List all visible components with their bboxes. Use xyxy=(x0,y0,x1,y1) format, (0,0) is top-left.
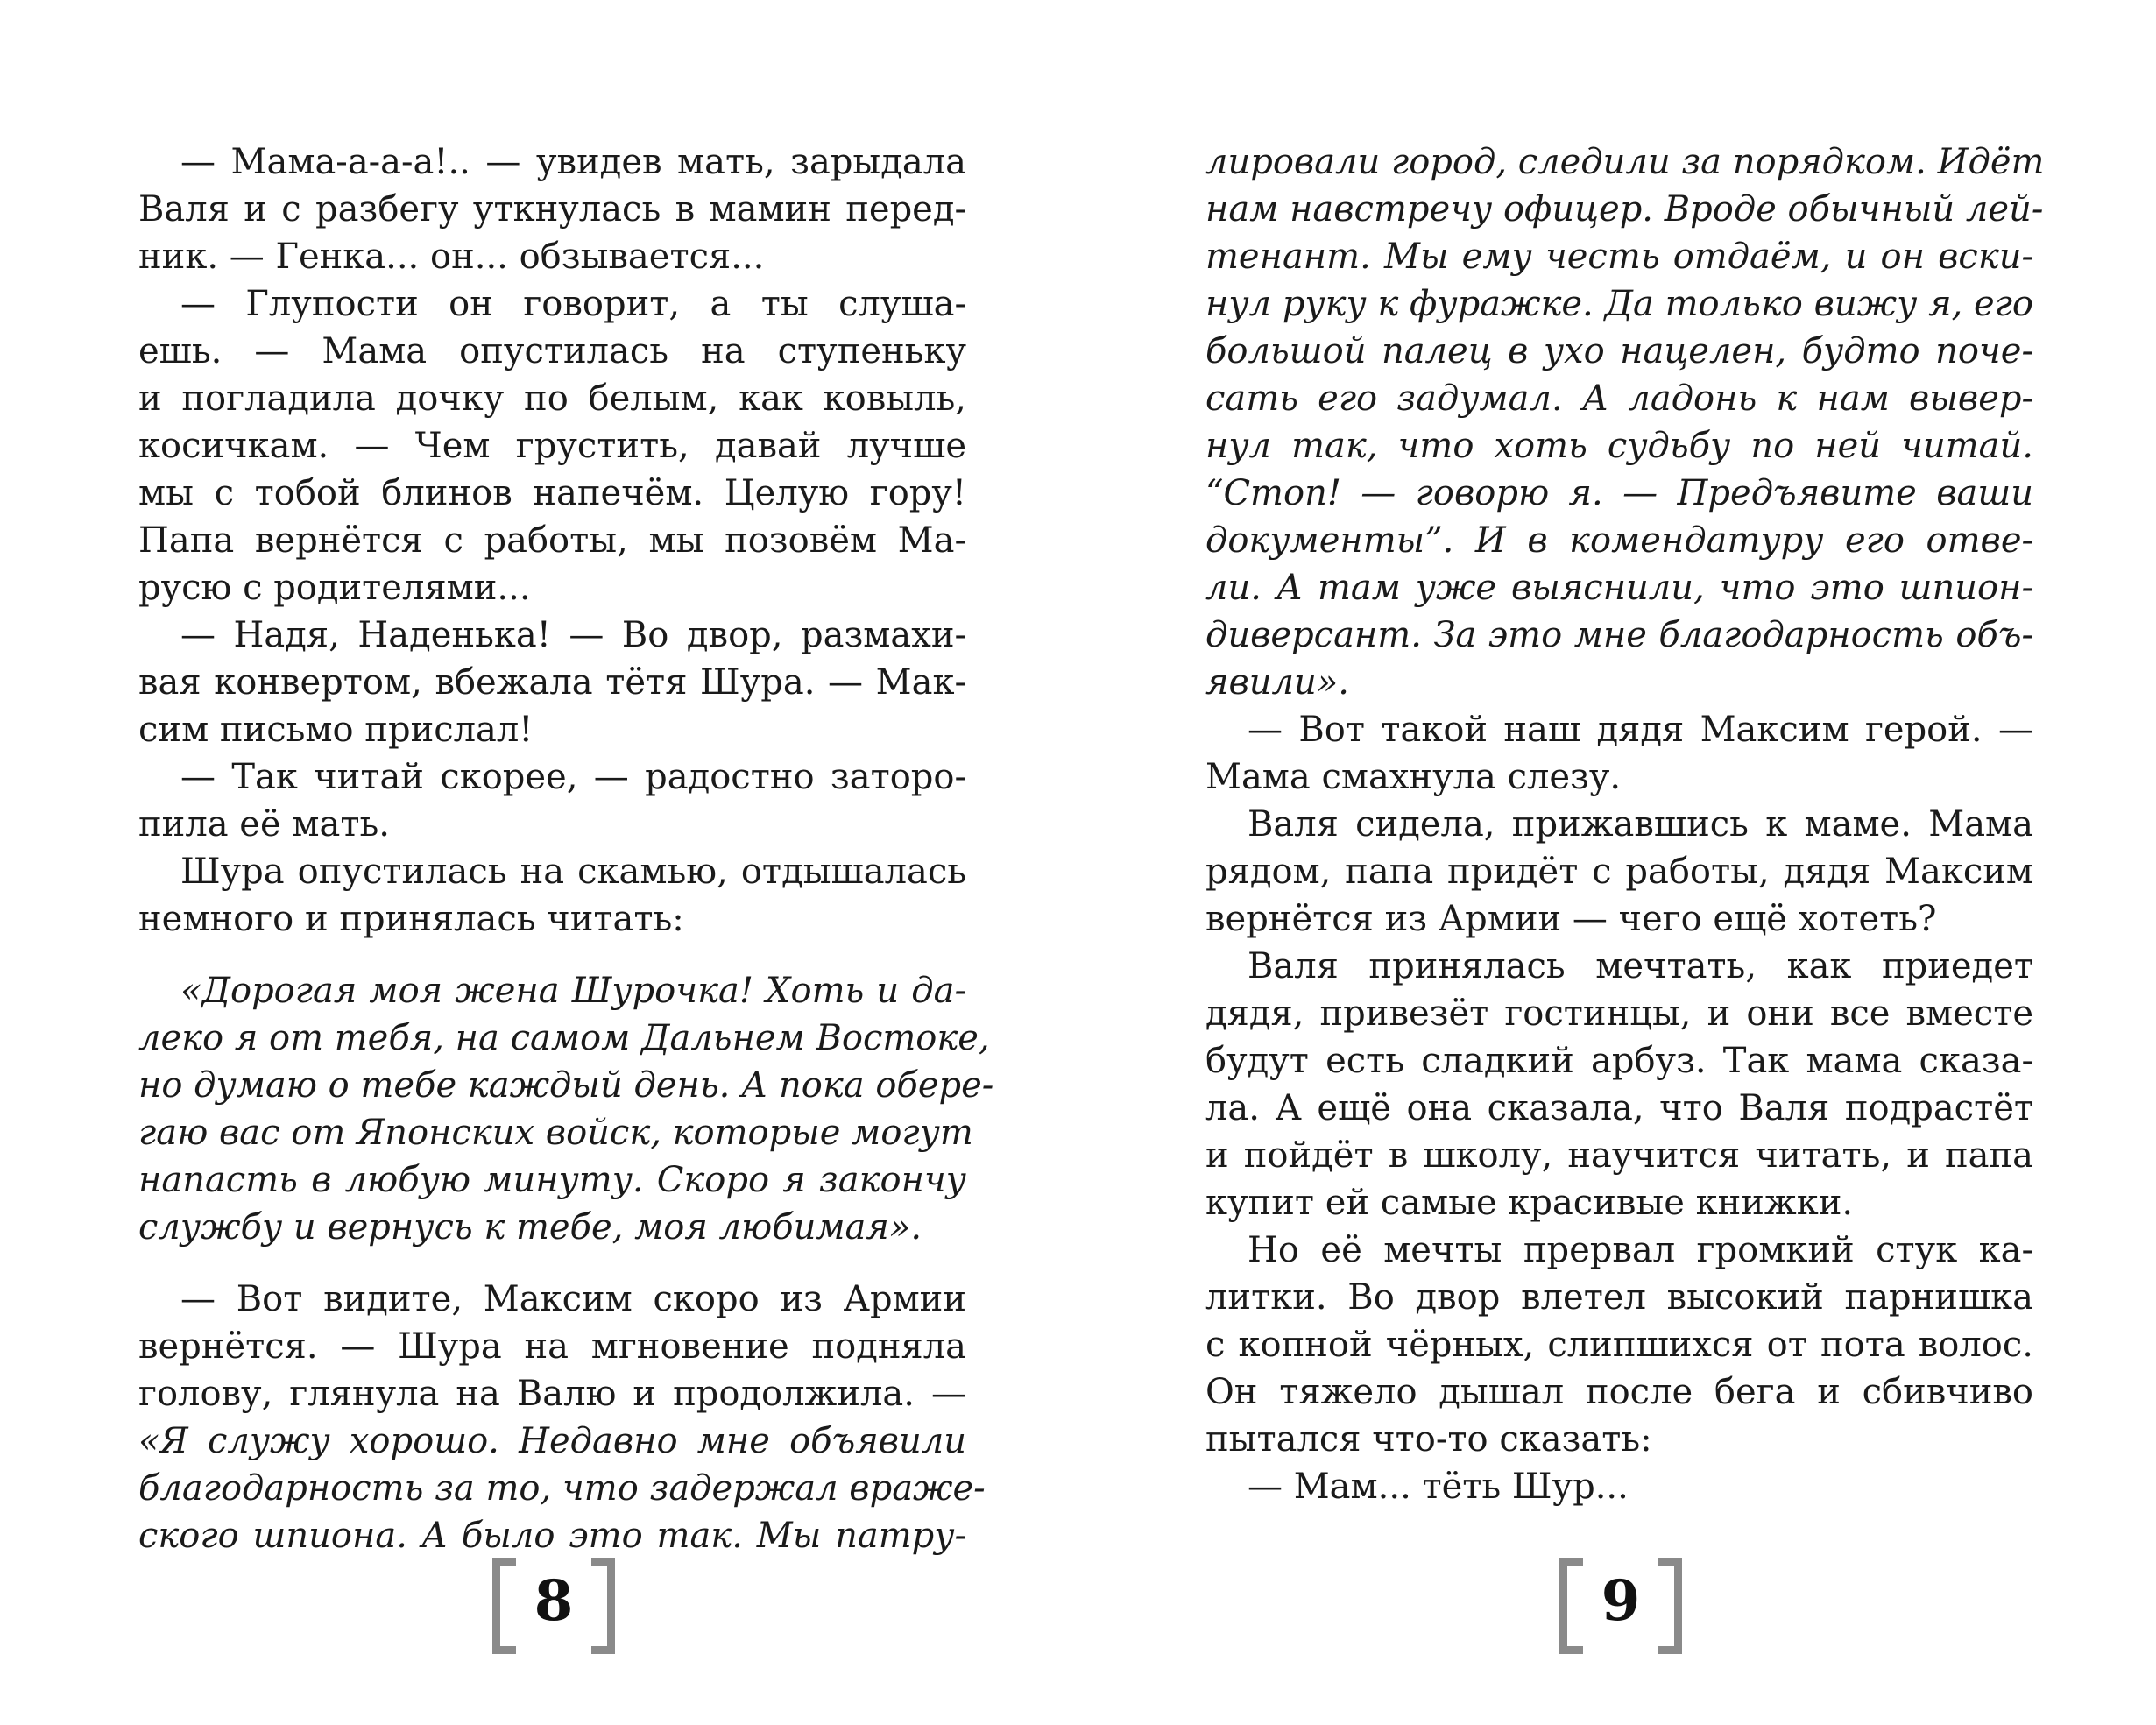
text-line: Валя принялась мечтать, как приедет xyxy=(1248,946,2033,986)
text-line: купит ей самые красивые книжки. xyxy=(1205,1183,1854,1223)
text-line: вернётся из Армии — чего ещё хотеть? xyxy=(1205,899,1937,939)
text-line: вернётся. — Шура на мгновение подняла xyxy=(138,1326,966,1367)
right-page xyxy=(1205,138,2045,1510)
letter-line: нам навстречу офицер. Вроде обычный лей- xyxy=(1205,189,2044,230)
letter-line: документы”. И в комендатуру его отве- xyxy=(1205,520,2033,561)
letter-line: леко я от тебя, на самом Дальнем Востоке, xyxy=(138,1018,990,1058)
text-line: ник. — Генка... он... обзывается... xyxy=(138,237,765,277)
text-line: вая конвертом, вбежала тётя Шура. — Мак- xyxy=(138,662,966,703)
text-line: — Вот видите, Максим скоро из Армии xyxy=(180,1279,966,1319)
right-bracket xyxy=(1658,1558,1682,1654)
letter-line: большой палец в ухо нацелен, будто поче- xyxy=(1205,331,2033,371)
text-line: — Так читай скорее, — радостно заторо- xyxy=(180,757,966,797)
text-line: с копной чёрных, слипшихся от пота волос. xyxy=(1205,1325,2033,1365)
letter-line: сать его задумал. А ладонь к нам вывер- xyxy=(1205,378,2033,419)
letter-line: лировали город, следили за порядком. Идёт xyxy=(1205,142,2045,182)
text-line: пила её мать. xyxy=(138,804,390,845)
text-line: голову, глянула на Валю и продолжила. — xyxy=(138,1374,966,1414)
text-line: русю с родителями... xyxy=(138,568,531,608)
letter-line: службу и вернусь к тебе, моя любимая». xyxy=(138,1207,922,1248)
page-number-left xyxy=(492,1558,615,1654)
page-number-text: 9 xyxy=(1601,1568,1641,1634)
text-line: будут есть сладкий арбуз. Так мама сказа- xyxy=(1205,1041,2033,1081)
letter-line: гаю вас от Японских войск, которые могут xyxy=(138,1113,973,1153)
letter-line: тенант. Мы ему честь отдаём, и он вски- xyxy=(1205,237,2033,277)
text-line: рядом, папа придёт с работы, дядя Максим xyxy=(1205,852,2033,892)
text-line: немного и принялась читать: xyxy=(138,899,684,939)
text-line: и погладила дочку по белым, как ковыль, xyxy=(138,378,966,419)
text-line: Мама смахнула слезу. xyxy=(1205,757,1622,797)
text-line: — Мам... тёть Шур... xyxy=(1248,1467,1629,1507)
letter-line: ского шпиона. А было это так. Мы патру- xyxy=(138,1516,966,1556)
letter-line: благодарность за то, что задержал враже- xyxy=(138,1468,986,1509)
text-line: косичкам. — Чем грустить, давай лучше xyxy=(138,426,966,466)
text-line: Папа вернётся с работы, мы позовём Ма- xyxy=(138,520,966,561)
letter-line: «Дорогая моя жена Шурочка! Хоть и да- xyxy=(180,971,966,1011)
left-page xyxy=(138,138,994,1559)
letter-line: нул так, что хоть судьбу по ней читай. xyxy=(1205,426,2033,466)
text-line: Шура опустилась на скамью, отдышалась xyxy=(180,852,966,892)
text-line: — Мама-а-а-а!.. — увидев мать, зарыдала xyxy=(180,142,966,182)
text-line: Но её мечты прервал громкий стук ка- xyxy=(1248,1230,2033,1270)
text-line: пытался что-то сказать: xyxy=(1205,1419,1652,1460)
text-line: сим письмо прислал! xyxy=(138,710,534,750)
text-line: дядя, привезёт гостинцы, и они все вместе xyxy=(1205,993,2033,1034)
text-line: Валя сидела, прижавшись к маме. Мама xyxy=(1248,804,2033,845)
right-bracket xyxy=(591,1558,615,1654)
text-line: — Надя, Наденька! — Во двор, размахи- xyxy=(180,615,966,655)
text-line: — Вот такой наш дядя Максим герой. — xyxy=(1248,710,2033,750)
letter-line: ли. А там уже выяснили, что это шпион- xyxy=(1205,568,2033,608)
letter-line: нул руку к фуражке. Да только вижу я, его xyxy=(1205,284,2033,324)
page-number-text: 8 xyxy=(534,1568,574,1634)
text-line: и пойдёт в школу, научится читать, и папа xyxy=(1205,1135,2033,1176)
letter-line: но думаю о тебе каждый день. А пока обере- xyxy=(138,1065,994,1106)
letter-line: “Стоп! — говорю я. — Предъявите ваши xyxy=(1205,473,2033,513)
letter-line: «Я служу хорошо. Недавно мне объявили xyxy=(138,1421,966,1461)
text-line: ла. А ещё она сказала, что Валя подрастёт xyxy=(1205,1088,2033,1128)
text-line: литки. Во двор влетел высокий парнишка xyxy=(1205,1277,2033,1318)
text-line: ешь. — Мама опустилась на ступеньку xyxy=(138,331,966,371)
text-line: Он тяжело дышал после бега и сбивчиво xyxy=(1205,1372,2033,1412)
text-line: Валя и с разбегу уткнулась в мамин перед- xyxy=(138,189,966,230)
letter-line: напасть в любую минуту. Скоро я закончу xyxy=(138,1160,966,1200)
letter-line: явили». xyxy=(1205,662,1349,703)
text-line: — Глупости он говорит, а ты слуша- xyxy=(180,284,966,324)
letter-line: диверсант. За это мне благодарность объ- xyxy=(1205,615,2033,655)
text-line: мы с тобой блинов напечём. Целую гору! xyxy=(138,473,966,513)
page-number-right xyxy=(1559,1558,1682,1654)
